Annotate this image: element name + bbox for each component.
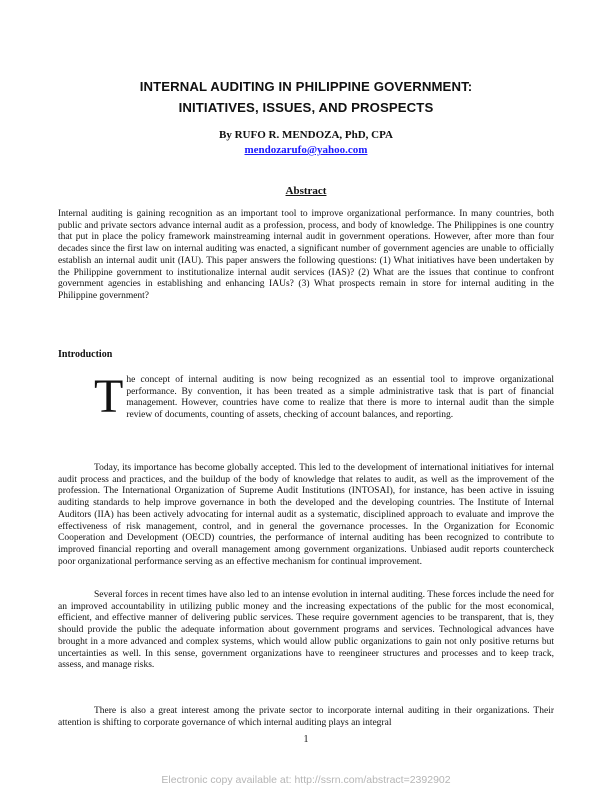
drop-cap: T (94, 370, 124, 423)
author-byline: By RUFO R. MENDOZA, PhD, CPA (219, 129, 393, 141)
introduction-heading: Introduction (58, 349, 113, 360)
page-number: 1 (303, 734, 309, 745)
title-line-2: INITIATIVES, ISSUES, AND PROSPECTS (178, 100, 434, 115)
intro-paragraph-3: Several forces in recent times have also led to an intense evolution in internal auditing. These forces include the need for an improved accountability in utilizing public money and the increasing expectations of the public for the most economical, efficient, and effective manner of delivering public services. These require government agencies to be transparent, that is, they should provide the public the adequate information about government programs and services. Technological advances have brought in a more advanced and complex systems, which would allow public organizations to gain not only positive returns but uncertainties as well. In this sense, government organizations have to reengineer structures and processes and to keep track, assess, and manage risks. (58, 590, 554, 671)
abstract-body: Internal auditing is gaining recognition as an important tool to improve organizational performance. In many countries, both public and private sectors advance internal audit as a profession, process, and body of knowledge. The Philippines is one country that put in place the policy framework mainstreaming internal audit in government operations. However, after more than four decades since the first law on internal auditing was enacted, a significant number of government agencies are unable to officially establish an internal audit unit (IAU). This paper answers the following questions: (1) What initiatives have been undertaken by the Philippine government to institutionalize internal audit services (IAS)? (2) What are the issues that continue to confront government agencies in establishing and enhancing IAUs? (3) What prospects remain in store for internal auditing in the Philippine government? (58, 209, 554, 301)
paper-title (58, 76, 554, 118)
intro-paragraph-1-text: he concept of internal auditing is now being recognized as an essential tool to improve organizational performance. By convention, it has been treated as a simple administrative task that is part of financial management. However, countries have come to realize that there is more to internal audit than the simple review of documents, counting of assets, checking of account balances, and reporting. (126, 375, 554, 421)
intro-paragraph-4: There is also a great interest among the private sector to incorporate internal auditing in their organizations. Their attention is shifting to corporate governance of which internal auditing plays an integral (58, 706, 554, 728)
intro-paragraph-1 (58, 370, 554, 423)
author-email-link[interactable]: mendozarufo@yahoo.com (244, 144, 368, 156)
abstract-heading: Abstract (285, 185, 327, 197)
intro-paragraph-2: Today, its importance has become globally accepted. This led to the development of international initiatives for internal audit process and practices, and the buildup of the body of knowledge that relates to audit, as well as the improvement of the profession. The International Organization of Supreme Audit Institutions (INTOSAI), for instance, has been active in issuing auditing standards to help improve governance in both the developed and the developing countries. The Institute of Internal Auditors (IIA) has been actively advocating for internal audit as a systematic, disciplined approach to evaluate and improve the effectiveness of risk management, control, and in general the governance processes. In the Organization for Economic Cooperation and Development (OECD) countries, the performance of internal auditing has been recognized to contribute to improved financial reporting and overall management among government organizations. Unbiased audit reports countercheck poor organizational performance serving as an effective mechanism for continual improvement. (58, 463, 554, 567)
title-line-1: INTERNAL AUDITING IN PHILIPPINE GOVERNMENT: (139, 79, 473, 94)
ssrn-footer: Electronic copy available at: http://ssrn.com/abstract=2392902 (161, 774, 451, 786)
